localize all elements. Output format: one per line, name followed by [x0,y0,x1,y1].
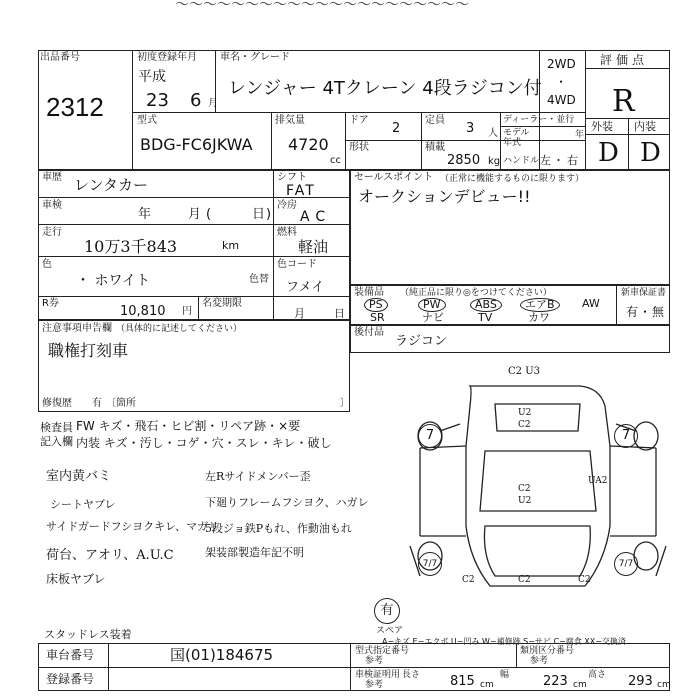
inspection-close: ) [266,207,272,222]
note-5: 床板ヤブレ [46,572,106,586]
equip-ps: PS [364,298,388,312]
inspection-day-unit: 日 [252,207,266,222]
handle-label: ハンドル [503,156,540,166]
model-code-value: BDG-FC6JKWA [140,135,253,154]
dimensions-label: 車検証明用 [355,670,401,680]
height-label: 高さ [588,670,607,680]
lot-number: 2312 [46,92,104,122]
load-label: 積載 [425,142,445,153]
length-label: 長さ [402,670,421,680]
exterior-score: D [598,138,619,168]
inspection-open: ( [206,207,212,222]
shift-value: FAT [286,183,316,199]
caution-note: （具体的に記述してください） [116,324,243,334]
inspector-row-2: 内装 キズ・汚し・コゲ・穴・スレ・キレ・破し [76,436,332,450]
equipment-note: （純正品に限り◎をつけてください） [400,288,552,298]
note-right-4: 架装部製造年記不明 [205,546,304,559]
repair-label: 修復歴 [42,398,72,409]
color-code-value: フメイ [286,280,325,295]
height-unit: cm [657,680,671,690]
displacement-value: 4720 [288,135,329,154]
wheel-mark-rear-right: 7/7 [614,552,638,576]
capacity-value: 3 [466,121,475,136]
first-registration-era: 平成 [138,69,166,85]
note-1: 室内黄バミ [46,469,112,484]
first-registration-month: 6 [190,90,202,111]
name-change-day-unit: 日 [334,307,345,320]
displacement-label: 排気量 [275,115,305,126]
shift-label: シフト [277,172,307,183]
chassis-label: 車台番号 [46,648,95,662]
handle-left: 左 [540,154,551,167]
doors-label: ドア [349,115,369,126]
model-name-value: レンジャー 4Tクレーン 4段ラジコン付 [228,78,542,99]
mileage-value: 10万3千843 [84,237,178,256]
equip-pw: PW [418,298,446,312]
dealer-label: ディーラー・並行 [503,115,575,125]
equip-navi: ナビ [422,311,444,324]
aftermarket-label: 後付品 [354,327,384,338]
drive-2wd: 2WD [547,57,576,71]
first-registration-label: 初度登録年月 [137,52,197,63]
width-value: 223 [543,674,568,689]
recycle-label: R券 [42,298,59,309]
handle-dot: ・ [553,154,564,167]
lot-label: 出品番号 [40,52,80,63]
mark-hood: U2 [518,408,532,418]
color-code-label: 色コード [277,259,317,270]
evaluation-label: 評価点 [600,53,649,67]
shape-label: 形状 [349,142,369,153]
model-year-unit: 年 [575,130,585,140]
diagram-top-label: C2 U3 [508,366,540,377]
model-name-label: 車名・グレード [220,52,290,63]
equip-abs: ABS [470,298,502,312]
fuel-value: 軽油 [298,238,329,256]
capacity-label: 定員 [425,115,445,126]
equip-sr: SR [370,311,385,324]
category-no-sub: 参考 [530,656,549,666]
interior-label: 内装 [634,120,656,133]
sales-point-note: （正常に機能するものに限ります） [440,174,585,184]
exterior-label: 外装 [591,120,613,133]
sales-point-text: オークションデビュー!! [358,187,531,206]
color-value: ・ ホワイト [76,273,151,289]
model-cert-sub: 参考 [365,656,384,666]
mark-bottom-right: C2 [578,575,591,585]
length-value: 815 [450,674,475,689]
model-cert-label: 型式指定番号 [355,646,410,656]
note-2: シートヤブレ [50,498,116,511]
color-change-label: 色替 [249,274,269,285]
load-unit: kg [488,156,501,167]
mark-roof: C2 [518,420,531,430]
recycle-unit: 円 [182,306,192,317]
dimensions-sub: 参考 [365,680,384,690]
mark-center-2: U2 [518,496,532,506]
mark-bottom-left: C2 [462,575,475,585]
chassis-value: 国(01)184675 [170,646,274,664]
damage-legend: A−キズ E−エクボ U−凹み W−補修跡 S−サビ C−腐食 XX−交換済 [382,637,626,646]
note-right-2: 下廻りフレームフシヨク、ハガレ [205,496,369,509]
drive-dot: ・ [555,75,568,89]
repair-bracket: 〔箇所 [106,398,136,409]
ac-label: 冷房 [277,200,297,211]
equip-airbag: エアB [520,298,560,312]
height-value: 293 [628,674,653,689]
mileage-label: 走行 [42,227,62,238]
aftermarket-value: ラジコン [395,334,448,349]
history-value: レンタカー [74,176,149,194]
length-unit: cm [480,680,494,690]
header-scribble: 〜〜〜〜〜〜〜〜〜〜〜〜〜〜〜〜〜〜〜〜〜 [175,0,469,13]
history-label: 車歴 [42,172,62,183]
wheel-mark-rear-left: 7/7 [418,552,442,576]
first-registration-month-unit: 月 [208,98,218,109]
ac-value: AC [300,209,332,225]
spare-tire-mark: 有 [374,598,400,624]
equip-aw: AW [582,297,600,310]
evaluation-score: R [612,84,635,119]
drive-4wd: 4WD [547,93,576,107]
wheel-mark-right: 7 [614,424,638,448]
mark-bottom-center: C2 [518,575,531,585]
inspection-label: 車検 [42,200,62,211]
capacity-unit: 人 [488,128,498,139]
name-change-month-unit: 月 [294,307,305,320]
warranty-dot: ・ [639,305,652,319]
model-code-label: 型式 [137,115,157,126]
mark-center-1: C2 [518,484,531,494]
doors-value: 2 [392,121,401,136]
category-no-label: 類別区分番号 [520,646,575,656]
caution-text: 職権打刻車 [48,341,129,360]
inspector-row-1: FW キズ・飛石・ヒビ割・リペア跡・×要 [76,419,301,433]
displacement-unit: cc [330,155,341,166]
caution-label: 注意事項申告欄 [42,323,112,334]
registration-label: 登録番号 [46,672,95,686]
equipment-label: 装備品 [354,287,384,298]
repair-have: 有 [92,398,102,409]
sales-point-label: セールスポイント [354,172,434,183]
interior-score: D [640,138,661,168]
wheel-mark-left: 7 [418,424,442,448]
spare-tire-label: スペア [376,626,404,636]
equip-tv: TV [478,311,493,324]
inspector-label-2: 記入欄 [40,435,73,448]
inspection-year-unit: 年 [138,207,152,222]
equip-leather: カワ [528,311,550,324]
note-3: サイドガードフシヨクキレ、マガリ [46,520,220,533]
mark-right-side: UA2 [588,476,608,486]
width-label: 幅 [500,670,510,680]
inspector-label-1: 検査員 [40,421,73,434]
fuel-label: 燃料 [277,227,297,238]
warranty-label: 新車保証書 [621,288,667,298]
stud-tire-note: スタッドレス装着 [44,628,132,641]
repair-bracket-end: 〕 [340,398,350,409]
name-change-label: 名変期限 [202,298,242,309]
inspection-month-unit: 月 [188,207,202,222]
handle-right: 右 [567,154,578,167]
first-registration-year: 23 [146,90,169,111]
width-unit: cm [573,680,587,690]
warranty-none: 無 [652,305,665,319]
mileage-unit: km [222,239,240,252]
recycle-value: 10,810 [120,304,166,319]
model-year-label: モデル年式 [503,128,530,148]
note-right-3: 5段ジョ鉄Pもれ、作動油もれ [205,522,352,535]
load-value: 2850 [447,153,481,168]
note-4: 荷台、アオリ、A.U.C [46,548,174,563]
color-label: 色 [42,259,52,270]
warranty-have: 有 [626,305,639,319]
note-right-1: 左Rサイドメンバー歪 [205,470,311,483]
